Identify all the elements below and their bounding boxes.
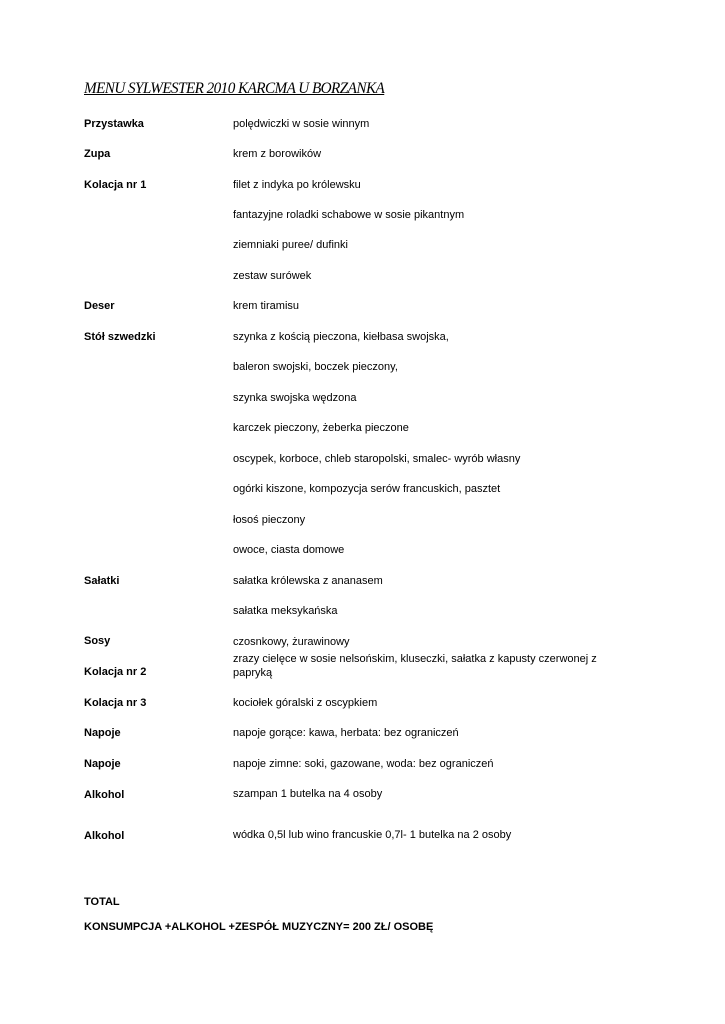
row-value: łosoś pieczony [233, 514, 306, 526]
row-label: Napoje [84, 758, 121, 770]
row-value: sałatka meksykańska [233, 605, 338, 617]
row-value: zrazy cielęce w sosie nelsońskim, kluseczki, sałatka z kapusty czerwonej z papryką [233, 653, 597, 679]
row-label: Przystawka [84, 118, 144, 130]
row-value: fantazyjne roladki schabowe w sosie pikantnym [233, 209, 465, 221]
row-value: filet z indyka po królewsku [233, 179, 361, 191]
row-value: krem tiramisu [233, 300, 300, 312]
row-label: Zupa [84, 148, 111, 160]
total-summary: KONSUMPCJA +ALKOHOL +ZESPÓŁ MUZYCZNY= 200 ZŁ/ OSOBĘ [84, 921, 434, 933]
row-label: Kolacja nr 2 [84, 666, 147, 678]
row-value: oscypek, korboce, chleb staropolski, smalec- wyrób własny [233, 453, 521, 465]
row-value: karczek pieczony, żeberka pieczone [233, 422, 409, 434]
row-label: Kolacja nr 1 [84, 179, 147, 191]
row-value: ogórki kiszone, kompozycja serów francuskich, pasztet [233, 483, 501, 495]
menu-title: MENU SYLWESTER 2010 KARCMA U BORZANKA [84, 80, 385, 97]
row-label: Stół szwedzki [84, 331, 156, 343]
row-value: szampan 1 butelka na 4 osoby [233, 788, 383, 800]
row-value: kociołek góralski z oscypkiem [233, 697, 378, 709]
row-label: Kolacja nr 3 [84, 697, 147, 709]
row-value: ziemniaki puree/ dufinki [233, 239, 348, 251]
total-heading: TOTAL [84, 896, 120, 908]
row-value: napoje gorące: kawa, herbata: bez ograniczeń [233, 727, 459, 739]
row-label: Sosy [84, 635, 111, 647]
row-value: szynka z kością pieczona, kiełbasa swojska, [233, 331, 449, 343]
row-value: owoce, ciasta domowe [233, 544, 345, 556]
row-value: sałatka królewska z ananasem [233, 575, 383, 587]
row-label: Alkohol [84, 789, 125, 801]
row-value: czosnkowy, żurawinowy [233, 636, 350, 648]
row-value: krem z borowików [233, 148, 322, 160]
row-label: Sałatki [84, 575, 120, 587]
row-value: baleron swojski, boczek pieczony, [233, 361, 398, 373]
row-label: Napoje [84, 727, 121, 739]
row-value: polędwiczki w sosie winnym [233, 118, 370, 130]
row-value: napoje zimne: soki, gazowane, woda: bez ograniczeń [233, 758, 494, 770]
row-label: Alkohol [84, 830, 125, 842]
row-value: wódka 0,5l lub wino francuskie 0,7l- 1 butelka na 2 osoby [233, 829, 512, 841]
row-label: Deser [84, 300, 115, 312]
row-value: szynka swojska wędzona [233, 392, 357, 404]
row-value: zestaw surówek [233, 270, 312, 282]
